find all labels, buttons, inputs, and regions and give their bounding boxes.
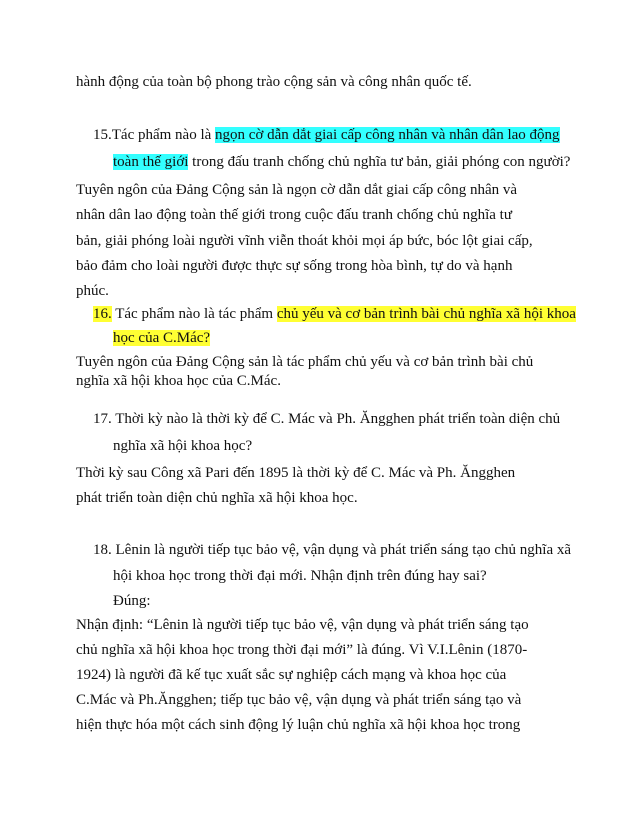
question-15-highlight-1: ngọn cờ dẫn dắt giai cấp công nhân và nhân dân lao động xyxy=(215,127,560,143)
answer-18-line: hiện thực hóa một cách sinh động lý luận chủ nghĩa xã hội khoa học trong xyxy=(76,717,521,733)
answer-15-line: Tuyên ngôn của Đảng Cộng sản là ngọn cờ dẫn dắt giai cấp công nhân và xyxy=(76,182,518,198)
question-15-line-1 xyxy=(93,125,560,145)
question-16-prefix: Tác phẩm nào là tác phẩm xyxy=(111,306,277,322)
question-15-highlight-2: toàn thế giới xyxy=(113,154,189,170)
answer-18-line: C.Mác và Ph.Ăngghen; tiếp tục bảo vệ, vận dụng và phát triển sáng tạo và xyxy=(76,692,522,708)
answer-18-line: Nhận định: “Lênin là người tiếp tục bảo vệ, vận dụng và phát triển sáng tạo xyxy=(76,617,529,633)
question-16-highlight-1: chủ yếu và cơ bản trình bài chủ nghĩa xã hội khoa xyxy=(276,306,576,322)
answer-18-line: chủ nghĩa xã hội khoa học trong thời đại mới” là đúng. Vì V.I.Lênin (1870- xyxy=(76,642,528,658)
answer-18-line: 1924) là người đã kế tục xuất sắc sự nghiệp cách mạng và khoa học của xyxy=(76,667,507,683)
question-18-line-1: 18. Lênin là người tiếp tục bảo vệ, vận dụng và phát triển sáng tạo chủ nghĩa xã xyxy=(93,542,572,558)
question-18-line-2: hội khoa học trong thời đại mới. Nhận định trên đúng hay sai? xyxy=(113,568,487,584)
question-17-line-1: 17. Thời kỳ nào là thời kỳ để C. Mác và Ph. Ăngghen phát triển toàn diện chủ xyxy=(93,411,561,427)
question-15-prefix: 15.Tác phẩm nào là xyxy=(93,127,216,143)
question-16-line-2 xyxy=(113,328,210,348)
answer-16-line: Tuyên ngôn của Đảng Cộng sản là tác phẩm chủ yếu và cơ bản trình bài chủ xyxy=(76,354,534,370)
question-15-line-2 xyxy=(113,152,570,172)
answer-15-line: nhân dân lao động toàn thế giới trong cuộc đấu tranh chống chủ nghĩa tư xyxy=(76,207,512,223)
answer-16-line: nghĩa xã hội khoa học của C.Mác. xyxy=(76,373,281,389)
answer-17-line: phát triển toàn diện chủ nghĩa xã hội khoa học. xyxy=(76,490,358,506)
text-line: hành động của toàn bộ phong trào cộng sản và công nhân quốc tế. xyxy=(76,74,472,90)
question-16-line-1 xyxy=(93,304,576,324)
question-16-highlight-2: học của C.Mác? xyxy=(113,330,211,346)
answer-15-line: bảo đảm cho loài người được thực sự sống trong hòa bình, tự do và hạnh xyxy=(76,258,513,274)
question-15-rest: trong đấu tranh chống chủ nghĩa tư bản, giải phóng con người? xyxy=(188,154,571,170)
question-17-line-2: nghĩa xã hội khoa học? xyxy=(113,438,253,454)
question-18-answer: Đúng: xyxy=(113,593,151,609)
answer-17-line: Thời kỳ sau Công xã Pari đến 1895 là thời kỳ để C. Mác và Ph. Ăngghen xyxy=(76,465,516,481)
answer-15-line: bản, giải phóng loài người vĩnh viễn thoát khỏi mọi áp bức, bóc lột giai cấp, xyxy=(76,233,533,249)
question-16-number: 16. xyxy=(93,306,112,322)
answer-15-line: phúc. xyxy=(76,283,109,299)
